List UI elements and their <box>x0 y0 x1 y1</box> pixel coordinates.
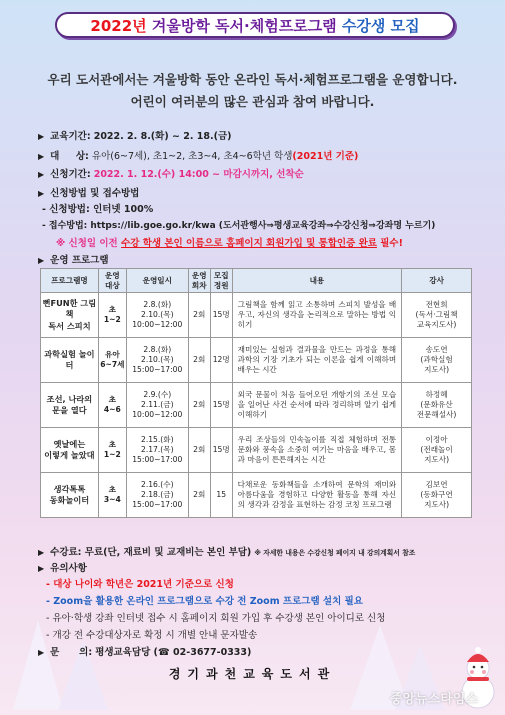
col-header-name: 프로그램명 <box>41 269 99 293</box>
program-capacity: 15 <box>210 473 232 518</box>
col-header-teacher: 강사 <box>402 269 472 293</box>
program-name: 생각톡톡 동화놀이터 <box>41 473 99 518</box>
program-schedule: 2.8.(화) 2.10.(목) 10:00~12:00 <box>126 293 188 338</box>
bullet-triangle-icon: ▶ <box>38 170 45 179</box>
bullet-triangle-icon: ▶ <box>38 189 45 198</box>
program-header: ▶ 운영 프로그램 <box>38 255 109 266</box>
program-teacher: 이정아 (전래놀이 지도사) <box>402 428 472 473</box>
method-internet: - 신청방법: 인터넷 100% <box>42 204 154 215</box>
method-note: ※ 신청일 이전 수강 학생 본인 이름으로 홈페이지 회원가입 및 통합인증 완료 필수! <box>56 238 403 249</box>
period-label: 교육기간: <box>50 131 91 142</box>
col-header-target: 운영 대상 <box>98 269 126 293</box>
program-target: 초 1~2 <box>98 428 126 473</box>
col-header-schedule: 운영일시 <box>126 269 188 293</box>
program-target: 초 4~6 <box>98 383 126 428</box>
program-sessions: 2회 <box>188 473 210 518</box>
bullet-triangle-icon: ▶ <box>38 548 45 557</box>
winter-trees-decoration <box>8 610 128 715</box>
caution-item-4: - 개강 전 수강대상자로 확정 시 개별 안내 문자발송 <box>46 630 258 641</box>
caution-item-2: - Zoom을 활용한 온라인 프로그램으로 수강 전 Zoom 프로그램 설치 필요 <box>46 596 363 607</box>
col-header-sessions: 운영 회차 <box>188 269 210 293</box>
caution-item-1: - 대상 나이와 학년은 2021년 기준으로 신청 <box>46 579 234 590</box>
contact-label: 문 의: <box>50 647 93 658</box>
title-middle: 겨울방학 독서·체험프로그램 <box>151 16 337 35</box>
bullet-triangle-icon: ▶ <box>38 648 45 657</box>
method-note-highlight: 수강 학생 본인 이름으로 홈페이지 회원가입 및 통합인증 완료 <box>121 238 377 249</box>
caution-item-3: - 유아·학생 강좌 인터넷 접수 시 홈페이지 회원 가입 후 수강생 본인 아이디로 신청 <box>46 613 386 624</box>
program-teacher: 김보연 (동화구연 지도사) <box>402 473 472 518</box>
contact-value: 평생교육담당 (☎ 02-3677-0333) <box>95 647 252 658</box>
apply-label: 신청기간: <box>50 169 91 180</box>
fee-row <box>38 544 415 558</box>
table-row <box>41 473 472 518</box>
program-target: 유아 6~7세 <box>98 338 126 383</box>
intro-line-2: 어린이 여러분의 많은 관심과 참여 바랍니다. <box>130 94 375 109</box>
program-teacher: 전현희 (독서·그림책 교육지도사) <box>402 293 472 338</box>
program-schedule: 2.8.(화) 2.10.(목) 15:00~17:00 <box>126 338 188 383</box>
bullet-triangle-icon: ▶ <box>38 152 45 161</box>
target-note: (2021년 기준) <box>292 151 359 162</box>
page-title <box>55 12 455 38</box>
program-name: 뻔FUN한 그림책 독서 스피치 <box>41 293 99 338</box>
program-table <box>40 268 472 518</box>
program-content: 그림책을 함께 읽고 소통하며 스피치 발성을 배우고, 자신의 생각을 논리적으로 말하는 방법 익히기 <box>232 293 401 338</box>
apply-row <box>38 166 304 180</box>
program-target: 초 1~2 <box>98 293 126 338</box>
fee-main: 수강료: 무료(단, 재료비 및 교재비는 본인 부담) <box>50 547 252 558</box>
watermark-text: 중앙뉴스타임스 <box>390 692 478 707</box>
col-header-capacity: 모집 정원 <box>210 269 232 293</box>
program-teacher: 하정혜 (문화유산 전문해설사) <box>402 383 472 428</box>
library-name: 경기과천교육도서관 <box>168 667 337 681</box>
title-year: 2022년 <box>90 16 147 35</box>
target-value: 유아(6~7세), 초1~2, 초3~4, 초4~6학년 학생 <box>91 151 293 162</box>
bullet-triangle-icon: ▶ <box>38 564 45 573</box>
program-teacher: 송도연 (과학실험 지도사) <box>402 338 472 383</box>
program-capacity: 15명 <box>210 428 232 473</box>
program-name: 옛날에는 이렇게 놀았대 <box>41 428 99 473</box>
caution-header: ▶ 유의사항 <box>38 563 87 574</box>
apply-value: 2022. 1. 12.(수) 14:00 ~ 마감시까지, 선착순 <box>93 169 304 180</box>
program-schedule: 2.15.(화) 2.17.(목) 15:00~17:00 <box>126 428 188 473</box>
program-schedule: 2.9.(수) 2.11.(금) 10:00~12:00 <box>126 383 188 428</box>
program-name: 과학실험 놀이터 <box>41 338 99 383</box>
method-accept: - 접수방법: https://lib.goe.go.kr/kwa (도서관행사⇒평생교육강좌⇒수강신청⇒강좌명 누르기) <box>42 221 436 231</box>
table-header-row <box>41 269 472 293</box>
program-target: 초 3~4 <box>98 473 126 518</box>
program-content: 우리 조상들의 민속놀이를 직접 체험하며 전통문화와 풍속을 소중히 여기는 마음을 배우고, 몸과 마음이 튼튼해지는 시간 <box>232 428 401 473</box>
bullet-triangle-icon: ▶ <box>38 132 45 141</box>
table-row <box>41 293 472 338</box>
program-sessions: 2회 <box>188 428 210 473</box>
program-sessions: 2회 <box>188 293 210 338</box>
program-sessions: 2회 <box>188 383 210 428</box>
fee-note: ※ 자세한 내용은 수강신청 페이지 내 강의계획서 참조 <box>254 549 416 557</box>
program-content: 외국 문물이 처음 들어오던 개항기의 조선 모습을 일어난 사건 순서에 따라 정리하며 알기 쉽게 이해하기 <box>232 383 401 428</box>
period-value: 2022. 2. 8.(화) ~ 2. 18.(금) <box>93 131 232 142</box>
program-content: 다채로운 동화책들을 소개하여 문학의 재미와 아름다움을 경험하고 다양한 활동을 통해 자신의 생각과 감정을 표현하는 감정 코칭 프로그램 <box>232 473 401 518</box>
program-content: 재미있는 실험과 결과물을 만드는 과정을 통해 과학의 기장 기초가 되는 이론을 쉽게 이해하며 배우는 시간 <box>232 338 401 383</box>
program-capacity: 15명 <box>210 383 232 428</box>
program-sessions: 2회 <box>188 338 210 383</box>
table-row <box>41 428 472 473</box>
period-row <box>38 128 231 142</box>
program-name: 조선, 나라의 문을 열다 <box>41 383 99 428</box>
program-capacity: 12명 <box>210 338 232 383</box>
title-end: 수강생 모집 <box>341 16 420 35</box>
bullet-triangle-icon: ▶ <box>38 256 45 265</box>
program-capacity: 15명 <box>210 293 232 338</box>
table-row <box>41 383 472 428</box>
contact-row <box>38 644 251 658</box>
method-header: ▶ 신청방법 및 접수방법 <box>38 188 140 199</box>
col-header-content: 내용 <box>232 269 401 293</box>
target-label: 대 상: <box>50 151 89 162</box>
target-row <box>38 148 358 162</box>
program-schedule: 2.16.(수) 2.18.(금) 15:00~17:00 <box>126 473 188 518</box>
intro-line-1: 우리 도서관에서는 겨울방학 동안 온라인 독서·체험프로그램을 운영합니다. <box>47 72 458 87</box>
table-row <box>41 338 472 383</box>
